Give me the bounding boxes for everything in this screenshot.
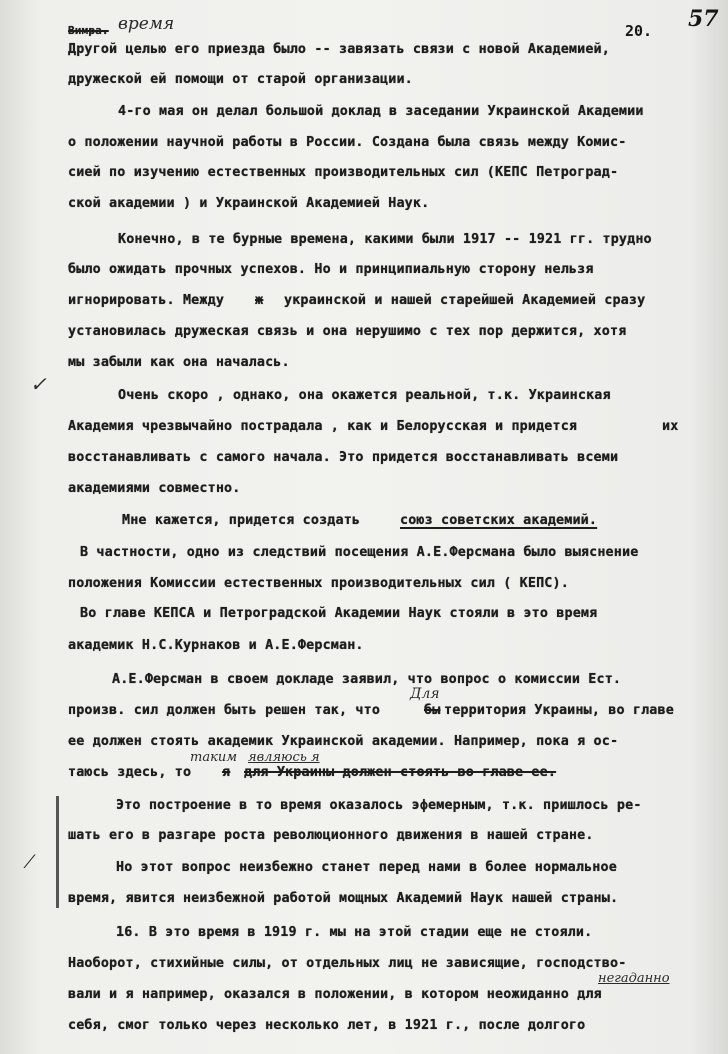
text-line-28: время, явится неизбежной работой мощных Академий Наук нашей страны. [68,891,619,906]
text-line-3: 4-го мая он делал большой доклад в заседании Украинской Академии [118,104,644,119]
insert-dlya: Для [410,686,440,702]
text-line-31: вали и я например, оказался в положении, в котором неожиданно для [68,987,602,1002]
insert-yavlyus: являюсь я [248,750,320,765]
underlined-phrase: союз советских академий. [400,513,598,528]
text-line-16a: Мне кажется, придется создать [122,513,361,528]
text-line-12: Очень скоро , однако, она окажется реальной, т.к. Украинская [118,388,611,403]
text-line-25: Это построение в то время оказалось эфемерным, т.к. пришлось ре- [116,798,642,813]
margin-tick-mark: ⁄ [28,852,32,873]
text-line-21: А.Е.Ферсман в своем докладе заявил, что вопрос о комиссии Ест. [112,672,622,687]
handwritten-header-word: время [118,14,175,34]
struck-char: ж [255,293,264,308]
struck-header-word: Вимра. [68,24,109,37]
text-line-18: положения Комиссии естественных производительных сил ( КЕПС). [68,576,569,591]
text-line-24a: таюсь здесь, то [68,765,192,780]
text-line-22b: территория Украины, во главе [444,703,674,718]
text-line-1: Другой целью его приезда было -- завязать связи с новой Академией, [68,42,610,57]
text-line-15: академиями совместно. [68,481,241,496]
text-line-20: академик Н.С.Курнаков и А.Е.Ферсман. [68,638,364,653]
text-line-17: В частности, одно из следствий посещения А.Е.Ферсмана было выяснение [80,545,639,560]
text-line-5: сией по изучению естественных производительных сил (КЕПС Петроград- [68,165,619,180]
struck-by: бы [424,703,441,718]
struck-rest: для Украины должен стоять во главе ее. [244,765,557,780]
page-number: 20. [625,22,653,40]
text-line-26: шать его в разгаре роста революционного движения в нашей стране. [68,828,594,843]
margin-check-mark: ✓ [30,372,47,396]
margin-vertical-bar [56,796,59,908]
text-line-22a: произв. сил должен быть решен так, что [68,703,381,718]
struck-ya: я [222,765,231,780]
insert-negadanno: негаданно [598,971,670,986]
text-line-4: о положении научной работы в России. Создана была связь между Комис- [68,135,627,150]
text-line-29: 16. В это время в 1919 г. мы на этой стадии еще не стояли. [116,925,593,940]
text-line-30: Наоборот, стихийные силы, от отдельных лиц не зависящие, господство- [68,956,627,971]
text-line-23: ее должен стоять академик Украинской академии. Например, пока я ос- [68,734,619,749]
text-line-13b: их [662,419,679,434]
text-line-19: Во главе КЕПСА и Петроградской Академии Наук стояли в это время [80,606,598,621]
text-line-32: себя, смог только через несколько лет, в 1921 г., после долгого [68,1018,586,1033]
text-line-8: было ожидать прочных успехов. Но и принципиальную сторону нельзя [68,262,594,277]
text-line-11: мы забыли как она началась. [68,355,290,370]
folio-number: 57 [688,6,719,32]
text-line-14: восстанавливать с самого начала. Это придется восстанавливать всеми [68,450,619,465]
text-line-27: Но этот вопрос неизбежно станет перед нами в более нормальное [116,860,617,875]
text-line-13a: Академия чрезвычайно пострадала , как и Белорусская и придется [68,419,578,434]
text-line-6: ской академии ) и Украинской Академией Наук. [68,196,430,211]
insert-takim: таким [190,750,237,765]
text-line-7: Конечно, в те бурные времена, какими были 1917 -- 1921 гг. трудно [118,232,652,247]
text-line-10: установилась дружеская связь и она нерушимо с тех пор держится, хотя [68,324,627,339]
text-line-9b: украинской и нашей старейшей Академией сразу [284,293,646,308]
text-line-9a: игнорировать. Между [68,293,225,308]
text-line-2: дружеской ей помощи от старой организации. [68,72,413,87]
